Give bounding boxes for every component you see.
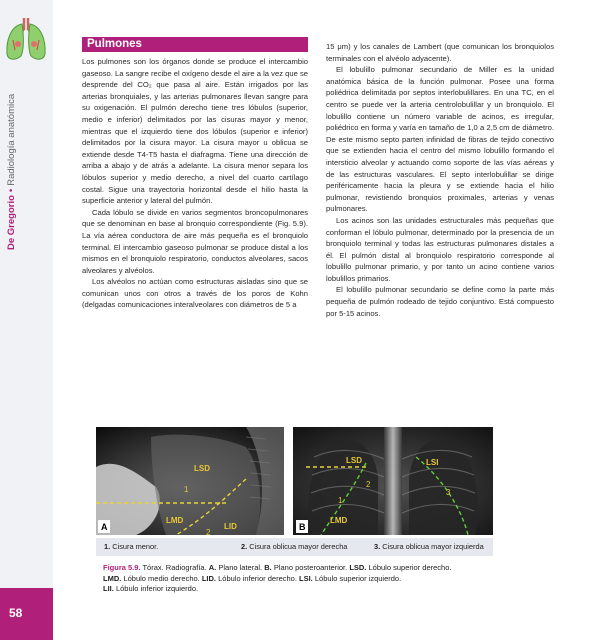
legend-num: 1.: [104, 542, 111, 551]
paragraph: El lobulillo pulmonar secundario de Miller es la unidad anatómica básica de la función pulmonar. Posee una forma poliédrica delimitada por septos interlobulillares. En una TC, en el centro se puede ver la arteria centrolobulillar y un bronquiolo. El lobulillo contiene un número variable de acinos, es irregular, poliédrico en forma y varía en tamaño de 1,0 a 2,5 cm de diámetro. De este mismo septo parten infinidad de fibras de tejido conectivo que se extienden hacia el centro del mismo lobulillo formando el intersticio alveolar y actuando como soporte de las vías aéreas y de las estructuras vasculares. El septo interlobulillar se dirige periféricamente hacia la pleura y se extiende hacia el hilio pulmonar, revistiendo bronquios proximales, arterias y venas pulmonares.: [326, 65, 554, 214]
legend-text: Cisura oblicua mayor derecha: [249, 542, 348, 551]
legend-text: Cisura oblicua mayor izquierda: [382, 542, 484, 551]
lungs-icon: [3, 14, 49, 64]
legend-num: 3.: [374, 542, 381, 551]
caption-label: Figura 5.9.: [103, 563, 141, 572]
caption-lsi-text: Lóbulo superior izquierdo.: [314, 573, 402, 583]
legend-item: [241, 538, 347, 556]
label-1-b: 1: [338, 496, 343, 505]
left-column: [82, 56, 308, 311]
label-lmd: LMD: [166, 516, 184, 525]
caption-lid: LID.: [201, 573, 217, 583]
label-lsd: LSD: [194, 464, 210, 473]
caption-b: B.: [264, 563, 272, 572]
sidebar: [0, 0, 53, 640]
panel-b-letter: B: [299, 522, 306, 532]
running-header: [5, 85, 19, 250]
paragraph: Cada lóbulo se divide en varios segmentos broncopulmonares que se denominan en base al bronquio correspondiente (Fig. 5.9). La vía aérea conductora de aire más pequeña es el bronquiolo terminal. El intercambio gaseoso pulmonar se produce distal a los mismos en el bronquiolo respiratorio, conductos alveolares, sacos alveolares y alvéolos.: [82, 207, 308, 275]
caption-b-text: Plano posteroanterior.: [273, 563, 348, 572]
section-heading: [82, 37, 308, 52]
caption-a: A.: [208, 563, 217, 572]
caption-lii: LII.: [103, 584, 114, 593]
caption-lmd: LMD.: [103, 573, 122, 583]
paragraph: Los pulmones son los órganos donde se produce el intercambio gaseoso. La sangre recibe el oxígeno desde el aire a la vez que se desprende del CO₂ que pasa al aire. Están irrigados por las arterias bronquiales, y las arterias pulmonares llevan sangre para su oxigenación. El pulmón derecho tiene tres lóbulos (superior, medio e inferior) delimitados por las cisuras mayor y menor, mientras que el izquierdo tiene dos lóbulos (superior e inferior) delimitados por la cisura mayor. La cisura mayor u oblicua se extiende desde T4-T5 hasta el diafragma. Tiene una dirección de arriba a abajo y de atrás a adelante. La cisura menor separa los lóbulos superior y medio derecho, a nivel del cuarto cartílago costal. Sigue una trayectoria horizontal desde el hilio hasta la superficie anterior y lateral del pulmón.: [82, 57, 308, 206]
legend-num: 2.: [241, 542, 248, 551]
label-lid: LID: [224, 522, 237, 531]
radiograph-figure: [96, 427, 493, 535]
legend-item: [374, 538, 484, 556]
paragraph: 15 μm) y los canales de Lambert (que comunican los bronquiolos terminales con el alvéolo adyacente).: [326, 42, 554, 63]
label-2: 2: [206, 528, 211, 535]
caption-lsi: LSI.: [299, 573, 313, 583]
label-1: 1: [184, 485, 189, 494]
label-lsd-b: LSD: [346, 456, 362, 465]
paragraph: El lobulillo pulmonar secundario se define como la parte más pequeña de pulmón rodeado de tejido conjuntivo. Está compuesto por 5-15 acinos.: [326, 285, 554, 318]
header-separator: •: [6, 188, 17, 193]
figure-legend: [96, 538, 493, 556]
paragraph: Los acinos son las unidades estructurales más pequeñas que conforman el lóbulo pulmonar, determinado por la presencia de un bronquiolo terminal y todas las estructuras pulmonares distales a él. El pulmón distal al bronquiolo respiratorio corresponde al lobulillo pulmonar primario, y por tanto un acino contiene varios lobulillos primarios.: [326, 215, 554, 283]
label-lsi: LSI: [426, 458, 439, 467]
panel-a-letter: A: [101, 522, 108, 532]
caption-lsd: LSD.: [349, 563, 367, 572]
figure-caption: [103, 563, 503, 595]
caption-a-text: Plano lateral.: [218, 563, 263, 572]
legend-text: Cisura menor.: [112, 542, 159, 551]
caption-intro: Tórax. Radiografía.: [142, 563, 207, 572]
book-title: Radiología anatómica: [6, 93, 17, 186]
caption-lmd-text: Lóbulo medio derecho.: [123, 573, 200, 583]
radiograph-panels: [96, 427, 493, 535]
author-name: De Gregorio: [6, 195, 17, 250]
caption-lid-text: Lóbulo inferior derecho.: [218, 573, 297, 583]
caption-lsd-text: Lóbulo superior derecho.: [368, 563, 452, 572]
page-number: 58: [9, 606, 23, 620]
caption-lii-text: Lóbulo inferior izquierdo.: [115, 584, 199, 593]
page-number-box: [0, 588, 53, 640]
label-lmd-b: LMD: [330, 516, 348, 525]
legend-item: [104, 538, 158, 556]
label-2-b: 2: [366, 480, 371, 489]
section-title: Pulmones: [87, 38, 142, 50]
right-column: [326, 41, 554, 319]
paragraph: Los alvéolos no actúan como estructuras aisladas sino que se comunican unos con otros a través de los poros de Kohn (delgadas comunicaciones interalveolares con diámetros de 5 a: [82, 277, 308, 310]
label-3: 3: [446, 488, 451, 497]
